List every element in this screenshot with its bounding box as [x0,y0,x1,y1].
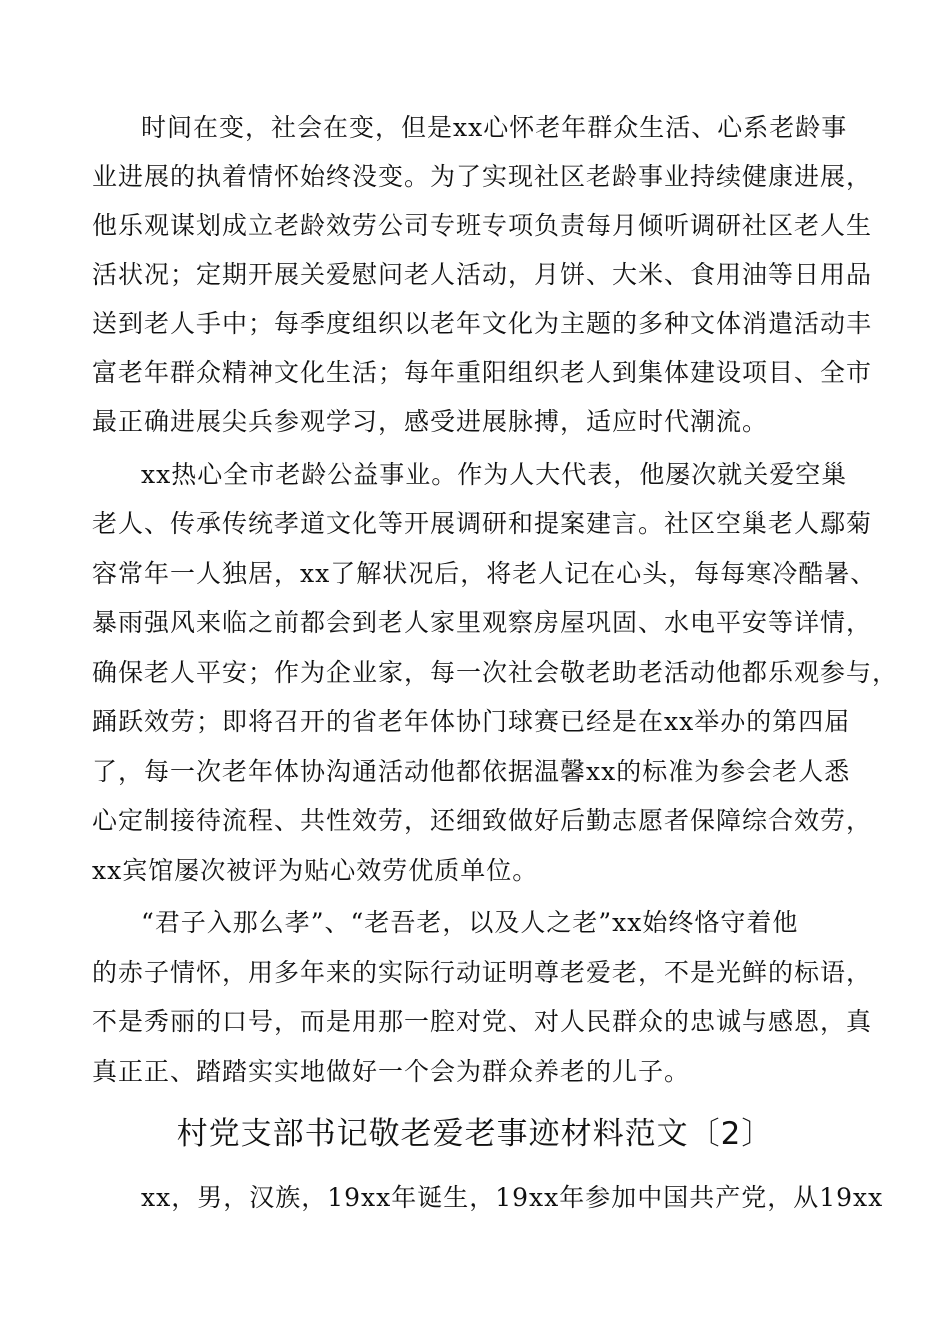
text-line: 了，每一次老年体协沟通活动他都依据温馨xx的标准为参会老人悉 [92,757,851,786]
section-first-line: xx，男，汉族，19xx年诞生，19xx年参加中国共产党，从19xx [141,1183,884,1212]
text-line: 踊跃效劳；即将召开的省老年体协门球赛已经是在xx举办的第四届 [92,707,851,736]
text-line: 富老年群众精神文化生活；每年重阳组织老人到集体建设项目、全市 [92,358,873,387]
text-line: 他乐观谋划成立老龄效劳公司专班专项负责每月倾听调研社区老人生 [92,211,873,240]
text-line: 的赤子情怀，用多年来的实际行动证明尊老爱老，不是光鲜的标语， [92,958,873,987]
text-line: xx宾馆屡次被评为贴心效劳优质单位。 [92,856,539,885]
text-line: 业进展的执着情怀始终没变。为了实现社区老龄事业持续健康进展， [92,162,873,191]
text-line: “君子入那么孝”、“老吾老，以及人之老”xx始终恪守着他 [141,908,799,937]
text-line: 确保老人平安；作为企业家，每一次社会敬老助老活动他都乐观参与， [92,658,899,687]
text-line: 暴雨强风来临之前都会到老人家里观察房屋巩固、水电平安等详情， [92,608,873,637]
text-line: 不是秀丽的口号，而是用那一腔对党、对人民群众的忠诚与感恩，真 [92,1007,873,1036]
text-line: 时间在变，社会在变，但是xx心怀老年群众生活、心系老龄事 [141,113,848,142]
text-line: 真正正、踏踏实实地做好一个会为群众养老的儿子。 [92,1057,691,1086]
text-line: xx热心全市老龄公益事业。作为人大代表，他屡次就关爱空巢 [141,460,848,489]
text-line: 容常年一人独居，xx了解状况后，将老人记在心头，每每寒冷酷暑、 [92,559,877,588]
section-title: 村党支部书记敬老爱老事迹材料范文〔2〕 [176,1116,774,1152]
text-line: 最正确进展尖兵参观学习，感受进展脉搏，适应时代潮流。 [92,407,769,436]
text-line: 心定制接待流程、共性效劳，还细致做好后勤志愿者保障综合效劳， [92,806,873,835]
text-line: 老人、传承传统孝道文化等开展调研和提案建言。社区空巢老人鄢菊 [92,509,873,538]
text-line: 送到老人手中；每季度组织以老年文化为主题的多种文体消遣活动丰 [92,309,873,338]
text-line: 活状况；定期开展关爱慰问老人活动，月饼、大米、食用油等日用品 [92,260,873,289]
